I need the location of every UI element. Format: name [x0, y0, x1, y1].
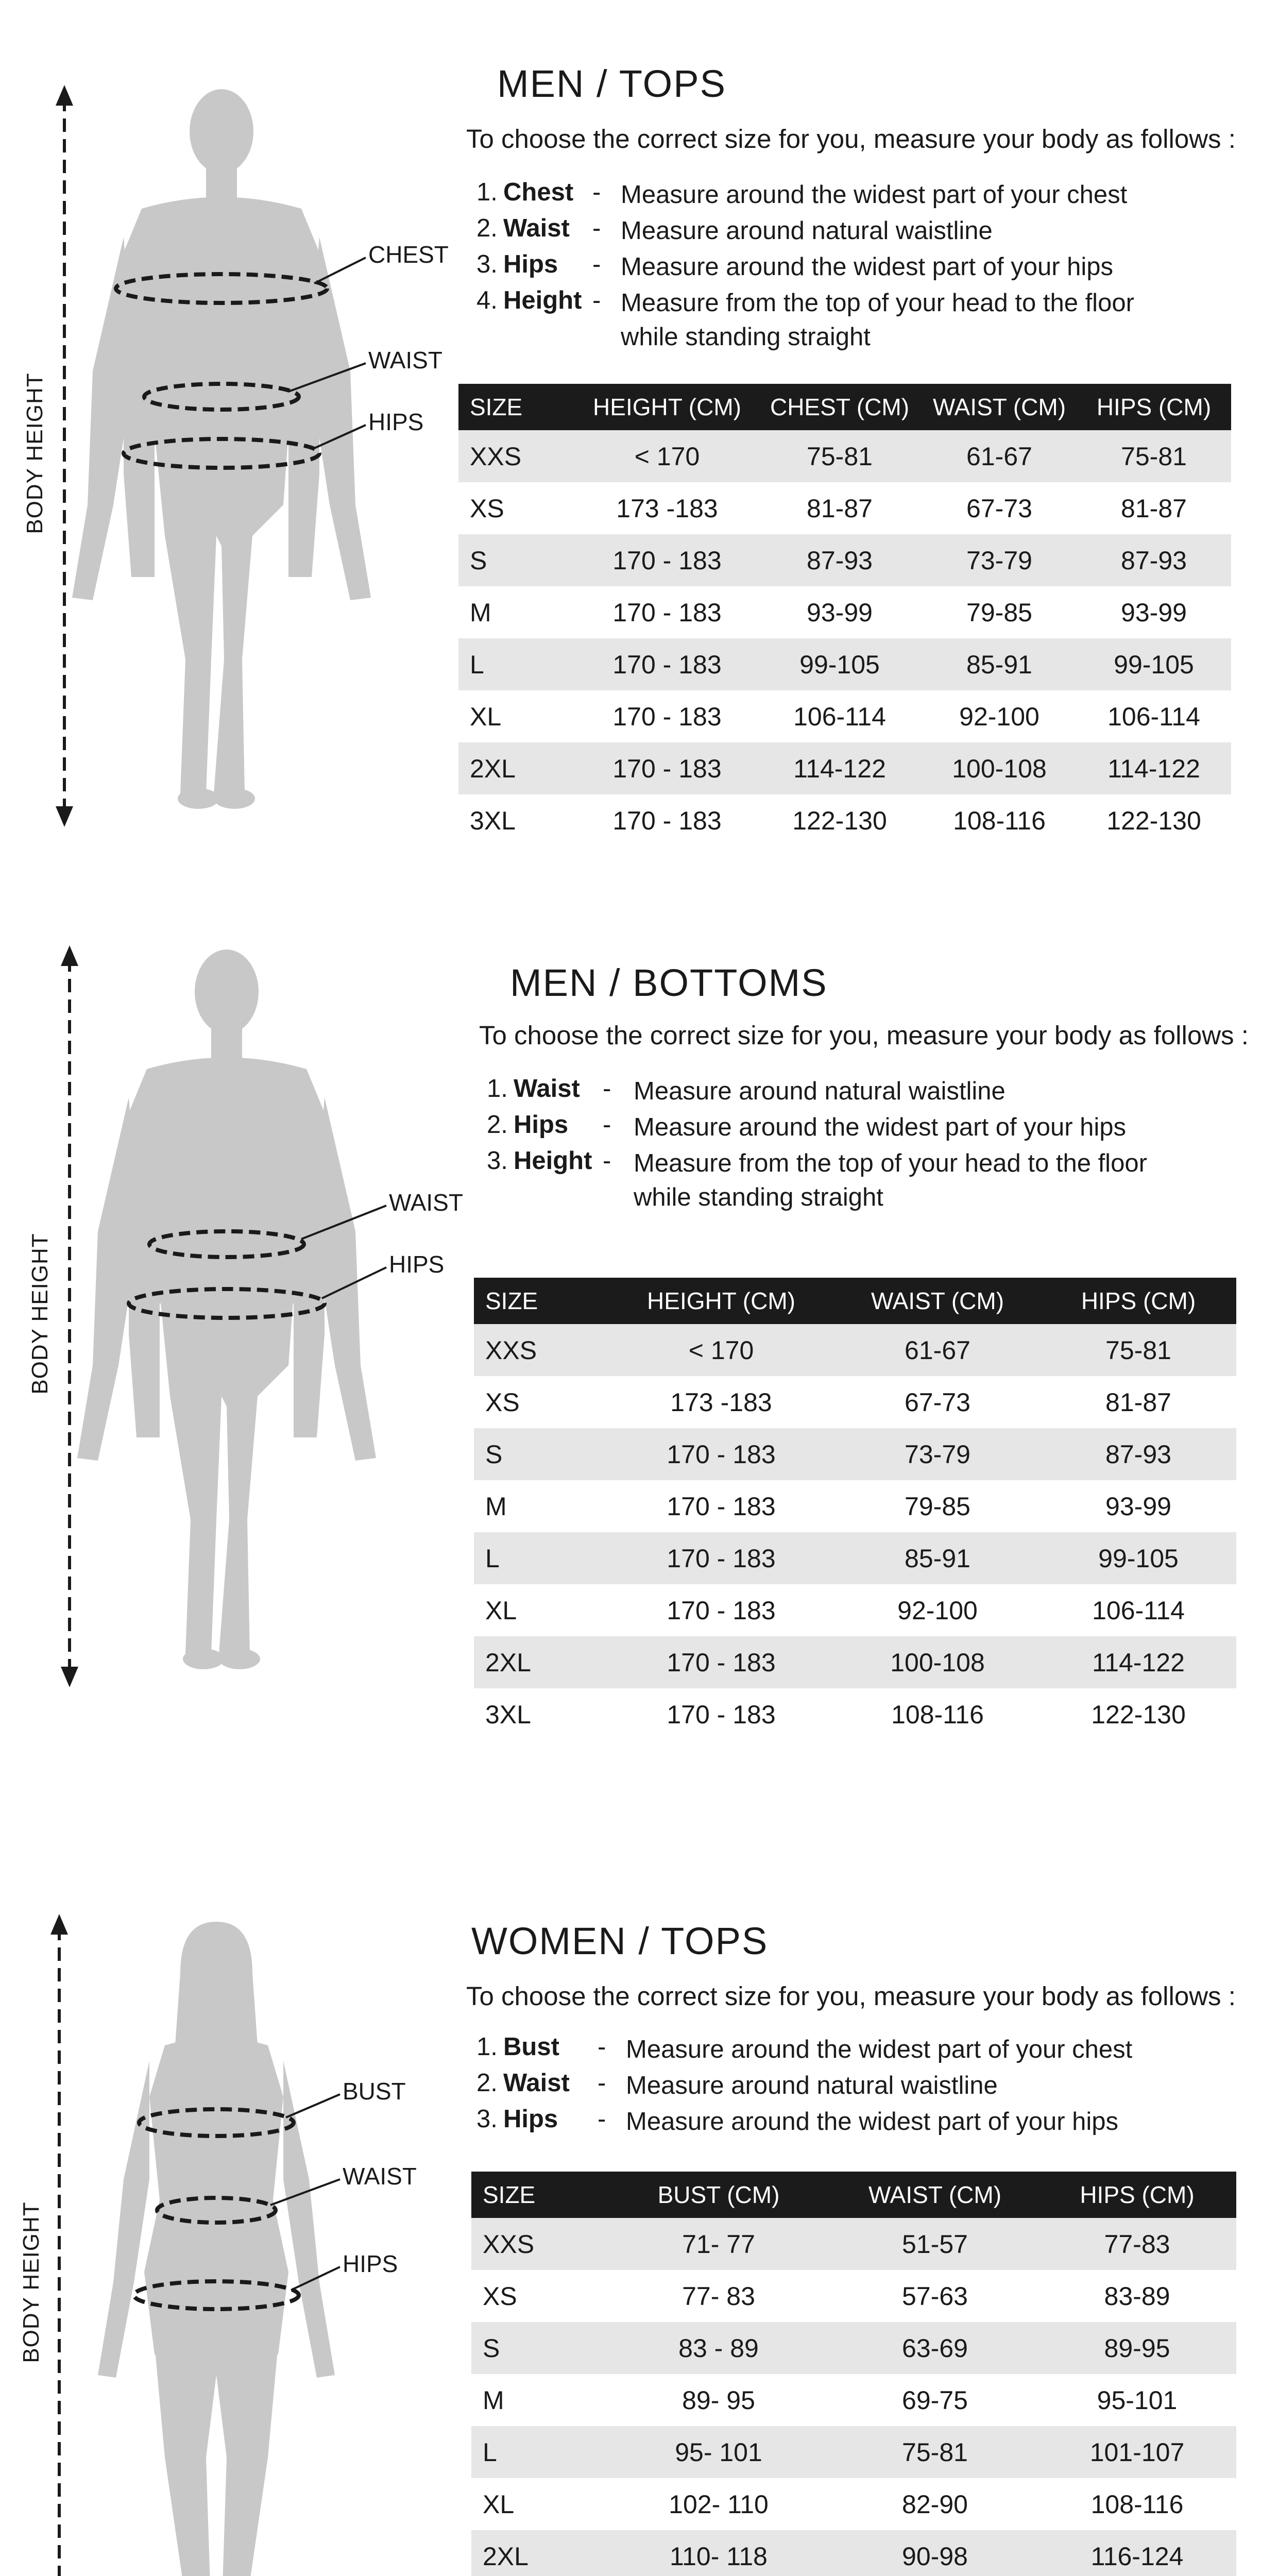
measurement-cell: 79-85	[834, 1480, 1041, 1532]
measurement-cell: 61-67	[922, 430, 1077, 482]
column-header: WAIST (CM)	[922, 384, 1077, 430]
measurement-cell: 106-114	[1077, 690, 1231, 742]
measurement-cell: 122-130	[757, 794, 922, 846]
table-row	[471, 2426, 1236, 2478]
measurement-cell: 170 - 183	[577, 586, 757, 638]
column-header: HIPS (CM)	[1041, 1278, 1236, 1324]
hips-label: HIPS	[389, 1251, 445, 1278]
measurement-cell: 87-93	[1077, 534, 1231, 586]
measurement-cell: 81-87	[1041, 1376, 1236, 1428]
measurement-cell: 87-93	[1041, 1428, 1236, 1480]
measurement-cell: 67-73	[834, 1376, 1041, 1428]
measurement-cell: 114-122	[1077, 742, 1231, 794]
table-header-row	[474, 1278, 1236, 1324]
measurement-cell: 173 -183	[608, 1376, 834, 1428]
size-cell: XL	[458, 690, 577, 742]
table-row	[474, 1428, 1236, 1480]
column-header: HEIGHT (CM)	[577, 384, 757, 430]
table-row	[474, 1376, 1236, 1428]
step-waist: 2. Waist - Measure around natural waistline	[476, 2069, 998, 2099]
column-header: HIPS (CM)	[1038, 2172, 1236, 2218]
measurement-cell: 61-67	[834, 1324, 1041, 1376]
step-bust: 1. Bust - Measure around the widest part of your chest	[476, 2033, 1133, 2063]
measurement-cell: 110- 118	[605, 2530, 832, 2576]
chest-label: CHEST	[368, 241, 449, 268]
measurement-cell: 170 - 183	[608, 1428, 834, 1480]
column-header: HEIGHT (CM)	[608, 1278, 834, 1324]
male-figure	[15, 943, 479, 1690]
measurement-cell: 95- 101	[605, 2426, 832, 2478]
table-row	[458, 742, 1231, 794]
measurement-cell: 71- 77	[605, 2218, 832, 2270]
arrow-down-icon	[61, 1667, 78, 1687]
measurement-cell: 81-87	[757, 482, 922, 534]
hips-label: HIPS	[368, 409, 424, 435]
measurement-cell: 83 - 89	[605, 2322, 832, 2374]
measurement-cell: 108-116	[834, 1688, 1041, 1740]
measurement-cell: 83-89	[1038, 2270, 1236, 2322]
table-row	[474, 1636, 1236, 1688]
female-figure	[10, 1911, 474, 2576]
measurement-cell: 77-83	[1038, 2218, 1236, 2270]
size-cell: S	[471, 2322, 605, 2374]
measurement-cell: 57-63	[832, 2270, 1038, 2322]
measurement-cell: 170 - 183	[608, 1636, 834, 1688]
table-row	[458, 638, 1231, 690]
page-title: MEN / TOPS	[497, 62, 726, 105]
measurement-cell: 93-99	[1077, 586, 1231, 638]
size-cell: 2XL	[471, 2530, 605, 2576]
measurement-cell: 170 - 183	[608, 1532, 834, 1584]
table-row	[471, 2322, 1236, 2374]
measurement-cell: 79-85	[922, 586, 1077, 638]
measurement-cell: 89-95	[1038, 2322, 1236, 2374]
body-height-label: BODY HEIGHT	[27, 1233, 53, 1395]
size-cell: XS	[458, 482, 577, 534]
table-row	[458, 586, 1231, 638]
table-row	[458, 534, 1231, 586]
measurement-cell: 106-114	[757, 690, 922, 742]
measurement-cell: < 170	[577, 430, 757, 482]
measurement-cell: 63-69	[832, 2322, 1038, 2374]
measurement-cell: 99-105	[1077, 638, 1231, 690]
measurement-cell: 75-81	[832, 2426, 1038, 2478]
measurement-cell: 90-98	[832, 2530, 1038, 2576]
arrow-down-icon	[56, 806, 73, 827]
intro-text: To choose the correct size for you, measure your body as follows :	[479, 1021, 1249, 1050]
step-hips: 3. Hips - Measure around the widest part of your hips	[476, 250, 1114, 281]
size-cell: XS	[471, 2270, 605, 2322]
column-header: CHEST (CM)	[757, 384, 922, 430]
waist-label: WAIST	[343, 2163, 417, 2190]
measurement-cell: 170 - 183	[608, 1584, 834, 1636]
measurement-cell: 77- 83	[605, 2270, 832, 2322]
male-silhouette-svg	[10, 82, 474, 829]
size-cell: L	[474, 1532, 608, 1584]
table-header-row	[458, 384, 1231, 430]
bust-label: BUST	[343, 2078, 406, 2105]
measurement-cell: 89- 95	[605, 2374, 832, 2426]
intro-text: To choose the correct size for you, measure your body as follows :	[466, 1981, 1236, 2011]
table-header-row	[471, 2172, 1236, 2218]
page-title: WOMEN / TOPS	[471, 1920, 769, 1962]
measurement-cell: 67-73	[922, 482, 1077, 534]
table-row	[474, 1688, 1236, 1740]
measurement-cell: 87-93	[757, 534, 922, 586]
column-header: BUST (CM)	[605, 2172, 832, 2218]
measurement-cell: 51-57	[832, 2218, 1038, 2270]
measurement-cell: 106-114	[1041, 1584, 1236, 1636]
measurement-cell: 85-91	[834, 1532, 1041, 1584]
waist-label: WAIST	[389, 1189, 463, 1216]
body-height-label: BODY HEIGHT	[22, 372, 47, 534]
size-table	[474, 1278, 1236, 1740]
female-body-shape	[98, 1922, 335, 2576]
size-table	[458, 384, 1231, 846]
table-row	[458, 482, 1231, 534]
arrow-up-icon	[56, 85, 73, 106]
measurement-cell: 122-130	[1077, 794, 1231, 846]
table-row	[458, 690, 1231, 742]
size-cell: 2XL	[458, 742, 577, 794]
measurement-cell: 99-105	[1041, 1532, 1236, 1584]
table-row	[474, 1584, 1236, 1636]
measurement-cell: 102- 110	[605, 2478, 832, 2530]
measurement-cell: 101-107	[1038, 2426, 1236, 2478]
size-cell: M	[471, 2374, 605, 2426]
size-cell: 3XL	[458, 794, 577, 846]
measurement-cell: 100-108	[922, 742, 1077, 794]
measurement-cell: 108-116	[1038, 2478, 1236, 2530]
male-silhouette-svg	[15, 943, 479, 1690]
size-cell: XL	[474, 1584, 608, 1636]
step-height: 4. Height - Measure from the top of your head to the floor while standing straight	[476, 286, 1134, 351]
section-men-tops	[0, 0, 1278, 876]
measurement-cell: 170 - 183	[577, 742, 757, 794]
arrow-up-icon	[50, 1914, 68, 1935]
table-row	[474, 1324, 1236, 1376]
size-cell: M	[458, 586, 577, 638]
measurement-cell: 114-122	[757, 742, 922, 794]
measurement-cell: 170 - 183	[608, 1480, 834, 1532]
measurement-cell: 170 - 183	[577, 794, 757, 846]
male-body-shape	[77, 950, 376, 1669]
measurement-cell: 81-87	[1077, 482, 1231, 534]
measurement-cell: 95-101	[1038, 2374, 1236, 2426]
size-cell: XS	[474, 1376, 608, 1428]
measurement-cell: 114-122	[1041, 1636, 1236, 1688]
step-waist: 2. Waist - Measure around natural waistline	[476, 214, 993, 245]
size-cell: XXS	[471, 2218, 605, 2270]
body-height-label: BODY HEIGHT	[19, 2201, 44, 2363]
measurement-cell: 92-100	[834, 1584, 1041, 1636]
measurement-cell: 75-81	[757, 430, 922, 482]
table-row	[458, 430, 1231, 482]
measurement-cell: 108-116	[922, 794, 1077, 846]
measurement-cell: 85-91	[922, 638, 1077, 690]
male-figure	[10, 82, 474, 829]
hips-label: HIPS	[343, 2250, 398, 2277]
measurement-cell: 69-75	[832, 2374, 1038, 2426]
table-row	[458, 794, 1231, 846]
measurement-cell: 170 - 183	[577, 690, 757, 742]
column-header: SIZE	[458, 384, 577, 430]
arrow-up-icon	[61, 945, 78, 966]
size-cell: M	[474, 1480, 608, 1532]
table-row	[471, 2530, 1236, 2576]
page-title: MEN / BOTTOMS	[510, 961, 828, 1004]
column-header: SIZE	[471, 2172, 605, 2218]
size-cell: L	[471, 2426, 605, 2478]
measurement-cell: 122-130	[1041, 1688, 1236, 1740]
column-header: HIPS (CM)	[1077, 384, 1231, 430]
measurement-cell: 100-108	[834, 1636, 1041, 1688]
column-header: WAIST (CM)	[832, 2172, 1038, 2218]
measurement-cell: 93-99	[1041, 1480, 1236, 1532]
size-cell: XXS	[474, 1324, 608, 1376]
table-row	[474, 1532, 1236, 1584]
size-cell: XL	[471, 2478, 605, 2530]
measurement-cell: 75-81	[1077, 430, 1231, 482]
measurement-cell: 73-79	[922, 534, 1077, 586]
measurement-cell: 73-79	[834, 1428, 1041, 1480]
step-height: 3. Height - Measure from the top of your head to the floor while standing straight	[487, 1147, 1147, 1211]
size-cell: 2XL	[474, 1636, 608, 1688]
male-body-shape	[72, 89, 371, 809]
step-chest: 1. Chest - Measure around the widest part of your chest	[476, 178, 1128, 209]
measurement-cell: 173 -183	[577, 482, 757, 534]
size-cell: S	[458, 534, 577, 586]
measurement-cell: 116-124	[1038, 2530, 1236, 2576]
section-men-bottoms	[0, 917, 1278, 1793]
table-row	[471, 2218, 1236, 2270]
measurement-cell: 170 - 183	[608, 1688, 834, 1740]
step-hips: 2. Hips - Measure around the widest part of your hips	[487, 1111, 1127, 1141]
measurement-cell: < 170	[608, 1324, 834, 1376]
size-table	[471, 2172, 1236, 2576]
measurement-cell: 99-105	[757, 638, 922, 690]
table-row	[471, 2374, 1236, 2426]
intro-text: To choose the correct size for you, measure your body as follows :	[466, 124, 1236, 154]
measurement-cell: 92-100	[922, 690, 1077, 742]
measurement-cell: 170 - 183	[577, 638, 757, 690]
size-cell: L	[458, 638, 577, 690]
section-women-tops	[0, 1875, 1278, 2576]
step-hips: 3. Hips - Measure around the widest part of your hips	[476, 2105, 1119, 2136]
size-cell: XXS	[458, 430, 577, 482]
column-header: WAIST (CM)	[834, 1278, 1041, 1324]
table-row	[471, 2478, 1236, 2530]
column-header: SIZE	[474, 1278, 608, 1324]
measurement-cell: 93-99	[757, 586, 922, 638]
measurement-cell: 170 - 183	[577, 534, 757, 586]
table-row	[471, 2270, 1236, 2322]
size-cell: S	[474, 1428, 608, 1480]
size-cell: 3XL	[474, 1688, 608, 1740]
female-silhouette-svg	[10, 1911, 474, 2576]
measurement-cell: 82-90	[832, 2478, 1038, 2530]
waist-label: WAIST	[368, 347, 442, 374]
step-waist: 1. Waist - Measure around natural waistline	[487, 1075, 1006, 1105]
measurement-cell: 75-81	[1041, 1324, 1236, 1376]
table-row	[474, 1480, 1236, 1532]
